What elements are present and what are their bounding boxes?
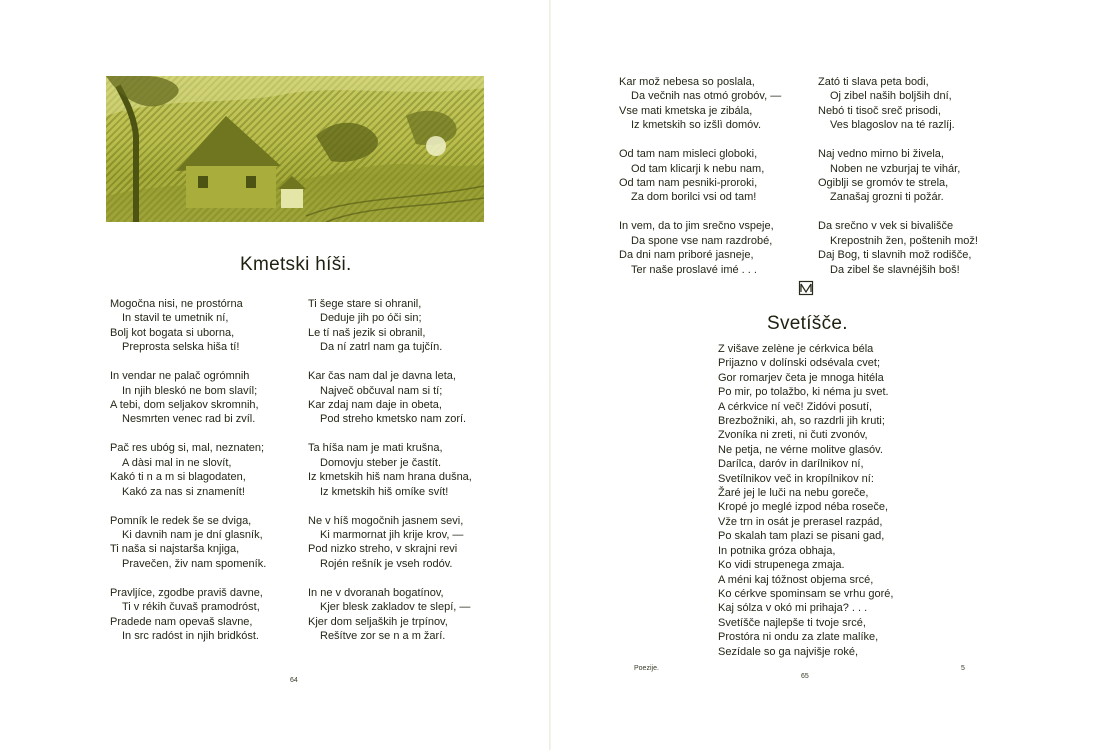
verse-line: Pravečen, živ nam spomeník. — [122, 557, 267, 570]
verse-line: In vendar ne palač ogrómnih — [110, 370, 250, 383]
verse-line: Kar čas nam dal je davna leta, — [308, 370, 456, 383]
verse-line: Ki marmornat jih krije krov, — — [320, 529, 464, 542]
left-page — [0, 0, 549, 750]
verse-line: Ogiblji se gromóv te strela, — [818, 177, 949, 190]
stanza — [308, 514, 498, 572]
poem-title: Kmetski híši. — [240, 254, 352, 275]
verse-line: In src radóst in njih bridkóst. — [122, 630, 259, 643]
verse-line: Ne v híš mogočnih jasnem sevi, — [308, 514, 464, 527]
verse-line: Pravljíce, zgodbe praviš davne, — [110, 586, 263, 599]
verse-line: Pod streho kmetsko nam zorí. — [320, 413, 467, 426]
verse-line: Zvoníka ni zreti, ni čuti zvonóv, — [718, 429, 868, 442]
stanza — [818, 75, 1008, 133]
verse-line: Da spone vse nam razdrobé, — [631, 234, 773, 247]
verse-line: Ter naše proslavé imé . . . — [631, 263, 757, 276]
stanza — [619, 147, 809, 205]
verse-line: Ti v rékih čuvaš pramodróst, — [122, 601, 260, 614]
verse-line: Svetíšče najlepše ti tvoje srcé, — [718, 616, 866, 629]
stanza — [110, 297, 300, 355]
stanza — [308, 586, 498, 644]
verse-line: Iz kmetskih hiš nam hrana dušna, — [308, 471, 472, 484]
verse-line: Po mir, po tolažbo, ki néma ju svet. — [718, 386, 889, 399]
verse-line: Darílca, daróv in darílnikov ní, — [718, 458, 864, 471]
verse-line: Kaj sólza v okó mi prihaja? . . . — [718, 602, 868, 615]
verse-line: Kakó ti n a m si blagodaten, — [110, 471, 246, 484]
verse-line: Zanašaj grozni ti požár. — [830, 191, 944, 204]
page-number: 65 — [801, 673, 809, 680]
stanza — [308, 297, 498, 355]
verse-line: A cérkvice ní več! Zidóvi posutí, — [718, 400, 873, 413]
verse-line: Kjer blesk zakladov te slepí, — — [320, 601, 471, 614]
verse-line: Kjer dom seljaških je trpínov, — [308, 615, 448, 628]
stanza — [110, 514, 300, 572]
verse-line: Oj zibel naših boljših dní, — [830, 90, 952, 103]
ornament-icon — [798, 280, 814, 296]
page-number: 64 — [290, 677, 298, 684]
verse-line: A méni kaj tóžnost objema srcé, — [718, 573, 874, 586]
verse-line: Mogočna nisi, ne prostórna — [110, 298, 243, 310]
stanza — [308, 441, 498, 499]
verse-line: Žaré jej le luči na nebu goreče, — [718, 487, 869, 500]
verse-line: Rešítve zor se n a m žarí. — [320, 630, 446, 643]
verse-line: Največ občuval nam si tí; — [320, 384, 443, 397]
stanza — [818, 147, 1008, 205]
verse-line: Ko vidi strupenega zmaja. — [718, 559, 845, 572]
verse-line: In ne v dvoranah bogatínov, — [308, 586, 444, 599]
poem-column-4 — [818, 75, 1008, 292]
verse-line: Nesmrten venec rad bi zvíl. — [122, 413, 256, 426]
verse-line: Vže trn in osát je prerasel razpád, — [718, 515, 883, 528]
stanza — [308, 369, 498, 427]
verse-line: Svetílnikov več in kropílnikov ní: — [718, 472, 874, 485]
stanza — [619, 75, 809, 133]
verse-line: Gor romarjev četa je mnoga hitéla — [718, 371, 884, 384]
verse-line: Prijazno v dolínski odsévala cvet; — [718, 357, 881, 370]
verse-line: In potnika gróza obhaja, — [718, 544, 836, 557]
stanza — [110, 586, 300, 644]
verse-line: Bolj kot bogata si uborna, — [110, 326, 235, 339]
verse-line: Od tam klicarji k nebu nam, — [631, 162, 765, 175]
verse-line: Da srečno v vek si bivališče — [818, 220, 954, 233]
verse-line: Pomník le redek še se dviga, — [110, 514, 252, 527]
stanza — [110, 441, 300, 499]
poem-column-2 — [308, 297, 498, 658]
verse-line: Le tí naš jezik si obranil, — [308, 326, 426, 339]
verse-line: Brezbožniki, ah, so razdrli jih kruti; — [718, 415, 885, 428]
verse-line: A tebi, dom seljakov skromnih, — [110, 399, 259, 412]
verse-line: Ves blagoslov na té razlíj. — [830, 119, 955, 132]
verse-line: Nebó ti tisoč sreč prisodi, — [818, 104, 941, 117]
verse-line: In stavil te umetnik ní, — [122, 312, 229, 325]
verse-line: Ti naša si najstarša knjiga, — [110, 543, 240, 556]
verse-line: Da ní zatrl nam ga tujčín. — [320, 341, 443, 354]
stanza — [110, 369, 300, 427]
verse-line: Pod nizko streho, v skrajni revi — [308, 543, 458, 556]
verse-line: Kropé jo meglé izpod néba roseče, — [718, 501, 888, 514]
sheet-number: 5 — [961, 665, 965, 672]
verse-line: Kakó za nas si znamenít! — [122, 485, 245, 498]
verse-line: Vse mati kmetska je zibála, — [619, 104, 753, 117]
verse-line: Iz kmetskih so izšlì domóv. — [631, 119, 761, 132]
poem-column-1 — [110, 297, 300, 658]
verse-line: Kar zdaj nam daje in obeta, — [308, 399, 442, 412]
verse-line: Ko cérkve spominsam se vrhu goré, — [718, 587, 894, 600]
verse-line: Ne petja, ne vérne molitve glasóv. — [718, 443, 883, 456]
verse-line: In njih bleskó ne bom slavíl; — [122, 384, 258, 397]
verse-line: Pradede nam opevaš slavne, — [110, 615, 253, 628]
verse-line: A dàsi mal in ne slovít, — [122, 456, 232, 469]
verse-line: Z višave zelène je cérkvica béla — [718, 343, 874, 355]
verse-line: Prostóra ni ondu za zlate malíke, — [718, 631, 879, 644]
verse-line: Pač res ubóg si, mal, neznaten; — [110, 442, 265, 455]
verse-line: Od tam nam pesniki-proroki, — [619, 177, 758, 190]
poem-column-3 — [619, 75, 809, 292]
verse-line: Noben ne vzburjaj te vihár, — [830, 162, 961, 175]
verse-line: Deduje jih po óči sin; — [320, 312, 422, 325]
cottage-engraving — [106, 76, 484, 222]
verse-line: Krepostnih žen, poštenih mož! — [830, 234, 978, 247]
verse-line: Da dni nam priboré jasneje, — [619, 249, 754, 262]
verse-line: Po skalah tam plazi se pisani gad, — [718, 530, 885, 543]
poem-title-2: Svetíšče. — [767, 313, 848, 334]
verse-line: Ta híša nam je mati krušna, — [308, 442, 443, 455]
right-page — [551, 0, 1100, 750]
verse-line: Da zibel še slavnéjših boš! — [830, 263, 960, 276]
stanza — [619, 219, 809, 277]
verse-line: Naj vedno mirno bi živela, — [818, 148, 944, 161]
poem-body — [718, 342, 958, 659]
verse-line: Iz kmetskih hiš omíke svít! — [320, 485, 449, 498]
stanza — [818, 219, 1008, 277]
verse-line: Za dom borilci vsi od tam! — [631, 191, 757, 204]
verse-line: Kar mož nebesa so poslala, — [619, 76, 755, 88]
verse-line: In vem, da to jim srečno vspeje, — [619, 220, 774, 233]
verse-line: Domovju steber je častít. — [320, 456, 442, 469]
verse-line: Rojén rešník je vseh rodóv. — [320, 557, 453, 570]
verse-line: Od tam nam misleci globoki, — [619, 148, 758, 161]
verse-line: Preprosta selska hiša tí! — [122, 341, 240, 354]
verse-line: Sezídale so ga najvišje roké, — [718, 645, 859, 658]
verse-line: Zató ti slava peta bodi, — [818, 76, 929, 88]
signature-mark: Poezije. — [634, 665, 659, 672]
verse-line: Daj Bog, ti slavnih mož rodišče, — [818, 249, 972, 262]
cottage-illustration — [106, 76, 484, 222]
verse-line: Da večnih nas otmó grobóv, — — [631, 90, 782, 103]
verse-line: Ti šege stare si ohranil, — [308, 298, 422, 310]
verse-line: Ki davnih nam je dní glasník, — [122, 529, 263, 542]
